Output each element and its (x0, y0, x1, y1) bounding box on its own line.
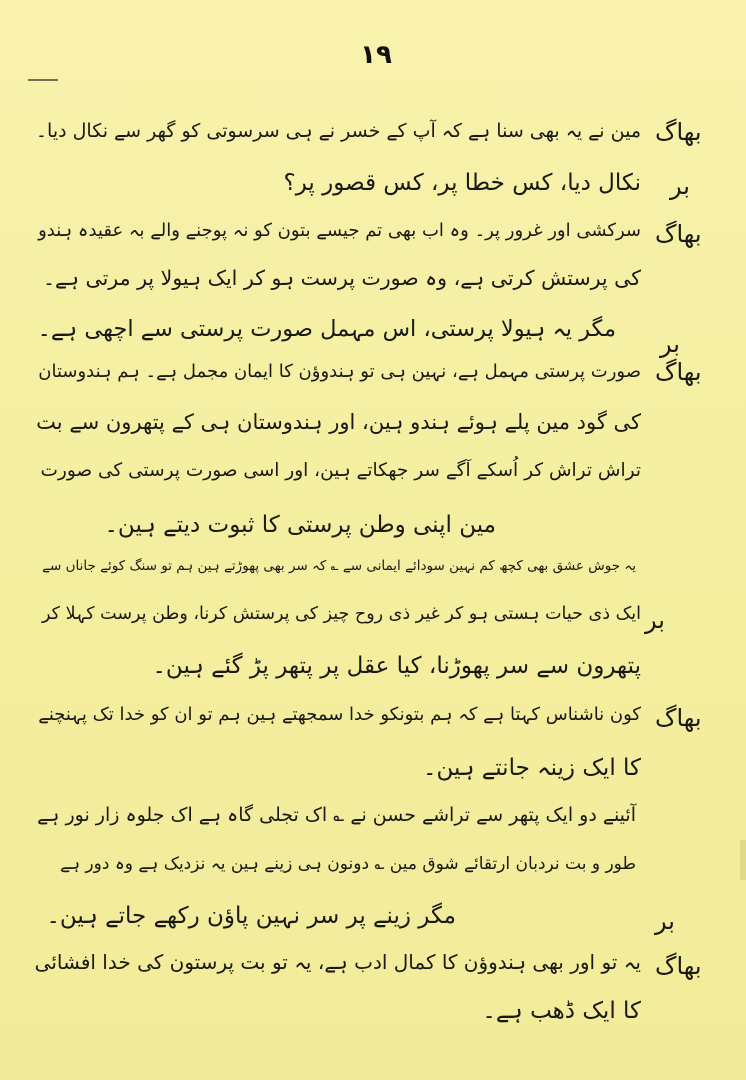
text-line: یہ تو اور بھی ہندوؤن کا کمال ادب ہے، یہ تو بت پرستون کی خدا افشائی (34, 950, 641, 974)
text-line: کا ایک ڈھب ہے۔ (482, 998, 641, 1024)
text-line: کا ایک زینہ جانتے ہین۔ (423, 755, 641, 781)
text-line: تراش تراش کر اُسکے آگے سر جھکاتے ہین، اور اسی صورت پرستی کی صورت (40, 460, 641, 481)
text-line: ایک ذی حیات ہستی ہو کر غیر ذی روح چیز کی پرستش کرنا، وطن پرست کہلا کر (42, 604, 641, 624)
text-line: یہ جوش عشق بھی کچھ کم نہین سودائے ایمانی سے ؎ کہ سر بھی پھوڑتے ہین ہم تو سنگ کوئے جاناں سے (42, 558, 636, 574)
text-line: مین اپنی وطن پرستی کا ثبوت دیتے ہین۔ (104, 512, 496, 538)
speaker-label: بھاگ (655, 704, 702, 732)
text-line: کی پرستش کرتی ہے، وہ صورت پرست ہو کر ایک ہیولا پر مرتی ہے۔ (42, 266, 641, 290)
speaker-label: بھاگ (655, 952, 702, 980)
speaker-label: بر (660, 330, 680, 358)
text-line: صورت پرستی مہمل ہے، نہین ہی تو ہندوؤن کا ایمان مجمل ہے۔ ہم ہندوستان (38, 361, 641, 382)
speaker-label: بر (670, 172, 690, 200)
page-edge-mark (740, 840, 746, 880)
speaker-label: بھاگ (655, 358, 702, 386)
text-line: مین نے یہ بھی سنا ہے کہ آپ کے خسر نے ہی سرسوتی کو گھر سے نکال دیا۔ (35, 120, 641, 142)
speaker-label: بھاگ (655, 220, 702, 248)
text-line: مگر زینے پر سر نہین پاؤن رکھے جاتے ہین۔ (46, 903, 456, 929)
speaker-label: بھاگ (655, 118, 702, 146)
text-line: کی گود مین پلے ہوئے ہندو ہین، اور ہندوستان ہی کے پتھرون سے بت (36, 410, 641, 434)
text-line: نکال دیا، کس خطا پر، کس قصور پر؟ (283, 170, 641, 196)
text-line: سرکشی اور غرور پر۔ وہ اب بھی تم جیسے بتون کو نہ پوجنے والے بہ عقیدہ ہندو (38, 220, 641, 241)
text-line: طور و بت نردبان ارتقائے شوق مین ؎ دونون ہی زینے ہین یہ نزدیک ہے وہ دور ہے (60, 854, 636, 874)
page-number: ۱۹ (360, 40, 392, 70)
top-rule (28, 79, 58, 81)
text-line: مگر یہ ہیولا پرستی، اس مہمل صورت پرستی سے اچھی ہے۔ (37, 316, 616, 342)
speaker-label: بر (655, 907, 675, 935)
speaker-label: بر (645, 606, 665, 634)
text-line: پتھرون سے سر پھوڑنا، کیا عقل پر پتھر پڑ گئے ہین۔ (152, 653, 641, 679)
text-line: کون ناشناس کہتا ہے کہ ہم بتونکو خدا سمجھتے ہین ہم تو ان کو خدا تک پہنچنے (38, 704, 641, 725)
text-line: آئینے دو ایک پتھر سے تراشے حسن نے ؎ اک تجلی گاہ ہے اک جلوہ زار نور ہے (37, 804, 636, 826)
